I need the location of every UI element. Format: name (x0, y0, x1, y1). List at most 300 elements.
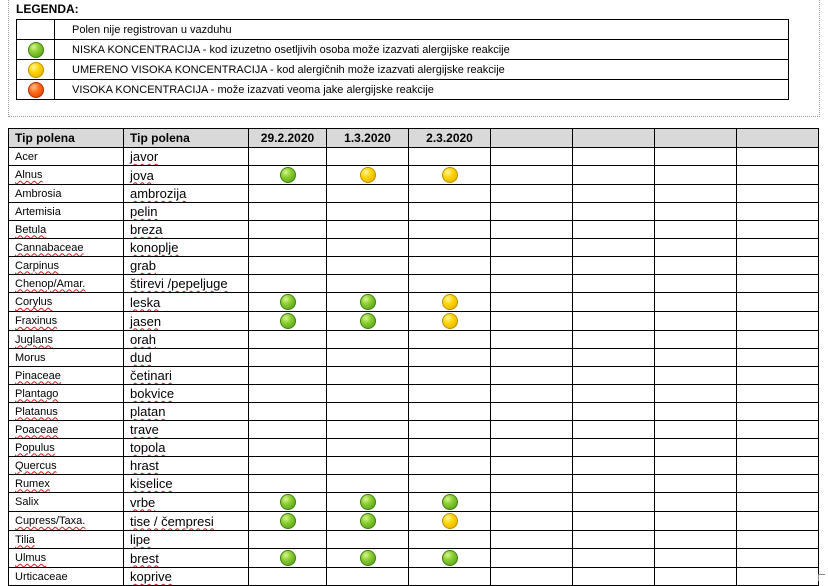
empty-cell (737, 275, 819, 293)
empty-cell (655, 312, 737, 331)
latin-name: Carpinus (15, 259, 60, 272)
table-row (9, 512, 819, 531)
empty-cell (491, 512, 573, 531)
concentration-cell (409, 531, 491, 549)
latin-name-cell (9, 512, 124, 531)
latin-name-cell (9, 293, 124, 312)
local-name: topola (130, 440, 166, 455)
local-name: tise / čempresi (130, 513, 214, 529)
local-name-cell (124, 221, 249, 239)
concentration-cell (409, 239, 491, 257)
local-name-cell (124, 385, 249, 403)
concentration-cell (327, 331, 409, 349)
empty-cell (737, 475, 819, 493)
concentration-cell (409, 349, 491, 367)
latin-name-cell (9, 239, 124, 257)
legend-icon-cell (17, 60, 55, 80)
concentration-cell (327, 531, 409, 549)
empty-cell (573, 293, 655, 312)
empty-cell (573, 549, 655, 568)
empty-cell (737, 385, 819, 403)
green-dot-icon (360, 513, 376, 529)
local-name: štirevi /pepeljuge (130, 276, 228, 291)
empty-cell (573, 239, 655, 257)
latin-name-cell (9, 221, 124, 239)
empty-cell (655, 185, 737, 203)
legend-icon-cell (17, 80, 55, 100)
concentration-cell (409, 331, 491, 349)
empty-cell (655, 203, 737, 221)
empty-cell (655, 531, 737, 549)
latin-name-cell (9, 312, 124, 331)
latin-name-cell (9, 439, 124, 457)
legend-row (17, 40, 789, 60)
concentration-cell (409, 166, 491, 185)
latin-name-cell (9, 421, 124, 439)
concentration-cell (249, 185, 327, 203)
green-dot-icon (360, 550, 376, 566)
local-name: trave (130, 422, 159, 437)
empty-cell (491, 349, 573, 367)
empty-cell (737, 439, 819, 457)
empty-cell (655, 239, 737, 257)
page-corner-mark (818, 574, 825, 581)
empty-cell (655, 367, 737, 385)
latin-name-cell (9, 367, 124, 385)
latin-name: Poaceae (15, 423, 59, 436)
local-name-cell (124, 439, 249, 457)
concentration-cell (249, 203, 327, 221)
red-dot-icon (28, 82, 44, 98)
empty-cell (655, 421, 737, 439)
concentration-cell (409, 512, 491, 531)
concentration-cell (327, 293, 409, 312)
local-name: konoplje (130, 240, 179, 255)
concentration-cell (409, 493, 491, 512)
local-name-cell (124, 185, 249, 203)
legend-row (17, 60, 789, 80)
legend-table (16, 19, 789, 100)
empty-cell (573, 312, 655, 331)
empty-cell (737, 257, 819, 275)
latin-name: Chenop/Amar. (15, 277, 86, 290)
local-name-cell (124, 275, 249, 293)
legend-text: VISOKA KONCENTRACIJA - može izazvati veoma jake alergijske reakcije (55, 80, 789, 100)
empty-cell (573, 512, 655, 531)
empty-cell (491, 221, 573, 239)
empty-cell (491, 531, 573, 549)
concentration-cell (409, 457, 491, 475)
table-row (9, 312, 819, 331)
concentration-cell (249, 493, 327, 512)
local-name: leska (130, 294, 161, 310)
yellow-dot-icon (442, 513, 458, 529)
empty-cell (491, 493, 573, 512)
table-row (9, 349, 819, 367)
table-row (9, 293, 819, 312)
column-header: 2.3.2020 (409, 129, 491, 148)
concentration-cell (409, 385, 491, 403)
empty-cell (573, 349, 655, 367)
empty-cell (655, 475, 737, 493)
empty-cell (655, 349, 737, 367)
empty-cell (655, 512, 737, 531)
empty-cell (655, 293, 737, 312)
concentration-cell (249, 512, 327, 531)
local-name-cell (124, 349, 249, 367)
table-row (9, 185, 819, 203)
concentration-cell (409, 403, 491, 421)
local-name: četinari (130, 368, 172, 383)
empty-cell (655, 166, 737, 185)
local-name: vrbe (130, 494, 156, 510)
local-name-cell (124, 421, 249, 439)
latin-name: Cannabaceae (15, 241, 84, 254)
empty-cell (491, 275, 573, 293)
local-name-cell (124, 331, 249, 349)
empty-cell (491, 331, 573, 349)
column-header: 1.3.2020 (327, 129, 409, 148)
legend-title: LEGENDA: (16, 2, 79, 16)
concentration-cell (327, 457, 409, 475)
local-name-cell (124, 475, 249, 493)
green-dot-icon (280, 494, 296, 510)
empty-cell (655, 493, 737, 512)
local-name: breza (130, 222, 163, 237)
local-name: kiselice (130, 476, 173, 491)
table-row (9, 568, 819, 586)
concentration-cell (409, 203, 491, 221)
concentration-cell (249, 367, 327, 385)
empty-cell (491, 293, 573, 312)
empty-cell (573, 568, 655, 586)
concentration-cell (249, 331, 327, 349)
latin-name-cell (9, 275, 124, 293)
latin-name: Platanus (15, 405, 58, 418)
concentration-cell (327, 367, 409, 385)
latin-name: Alnus (15, 169, 43, 181)
concentration-cell (327, 549, 409, 568)
empty-cell (655, 457, 737, 475)
latin-name: Quercus (15, 459, 57, 472)
table-row (9, 166, 819, 185)
empty-cell (737, 148, 819, 166)
empty-cell (491, 203, 573, 221)
empty-cell (573, 367, 655, 385)
green-dot-icon (280, 167, 296, 183)
latin-name-cell (9, 349, 124, 367)
latin-name-cell (9, 203, 124, 221)
empty-cell (573, 385, 655, 403)
empty-cell (655, 403, 737, 421)
concentration-cell (249, 257, 327, 275)
empty-cell (491, 257, 573, 275)
local-name-cell (124, 512, 249, 531)
latin-name: Morus (15, 351, 46, 364)
green-dot-icon (280, 313, 296, 329)
latin-name: Acer (15, 150, 38, 163)
concentration-cell (327, 349, 409, 367)
concentration-cell (249, 275, 327, 293)
latin-name-cell (9, 568, 124, 586)
latin-name-cell (9, 549, 124, 568)
concentration-cell (327, 512, 409, 531)
empty-cell (737, 493, 819, 512)
empty-cell (655, 439, 737, 457)
concentration-cell (327, 221, 409, 239)
empty-cell (737, 349, 819, 367)
yellow-dot-icon (442, 294, 458, 310)
empty-cell (573, 257, 655, 275)
concentration-cell (327, 239, 409, 257)
green-dot-icon (360, 494, 376, 510)
concentration-cell (409, 421, 491, 439)
table-row (9, 439, 819, 457)
empty-cell (573, 475, 655, 493)
latin-name: Ambrosia (15, 187, 62, 200)
local-name: koprive (130, 569, 172, 584)
concentration-cell (327, 475, 409, 493)
latin-name-cell (9, 331, 124, 349)
local-name-cell (124, 568, 249, 586)
empty-cell (655, 148, 737, 166)
concentration-cell (249, 239, 327, 257)
latin-name: Salix (15, 496, 39, 508)
table-row (9, 221, 819, 239)
empty-cell (573, 421, 655, 439)
empty-cell (737, 403, 819, 421)
latin-name: Cupress/Taxa. (15, 515, 86, 527)
concentration-cell (249, 549, 327, 568)
table-row (9, 367, 819, 385)
concentration-cell (249, 148, 327, 166)
latin-name-cell (9, 403, 124, 421)
empty-cell (491, 568, 573, 586)
concentration-cell (249, 439, 327, 457)
green-dot-icon (360, 313, 376, 329)
concentration-cell (249, 403, 327, 421)
latin-name: Juglans (15, 333, 53, 346)
concentration-cell (249, 475, 327, 493)
concentration-cell (409, 367, 491, 385)
concentration-cell (409, 293, 491, 312)
concentration-cell (409, 568, 491, 586)
legend-text: Polen nije registrovan u vazduhu (55, 20, 789, 40)
yellow-dot-icon (442, 313, 458, 329)
empty-cell (737, 221, 819, 239)
yellow-dot-icon (360, 167, 376, 183)
column-header: Tip polena (9, 129, 124, 148)
latin-name-cell (9, 385, 124, 403)
empty-cell (655, 257, 737, 275)
local-name-cell (124, 257, 249, 275)
concentration-cell (327, 257, 409, 275)
local-name: orah (130, 332, 157, 347)
green-dot-icon (280, 294, 296, 310)
empty-cell (491, 457, 573, 475)
table-row (9, 421, 819, 439)
local-name-cell (124, 457, 249, 475)
empty-cell (737, 367, 819, 385)
concentration-cell (249, 457, 327, 475)
concentration-cell (327, 275, 409, 293)
local-name: hrast (130, 458, 159, 473)
empty-cell (737, 531, 819, 549)
empty-cell (737, 312, 819, 331)
concentration-cell (249, 166, 327, 185)
local-name: ambrozija (130, 186, 187, 201)
empty-cell (573, 457, 655, 475)
empty-cell (737, 166, 819, 185)
column-header: 29.2.2020 (249, 129, 327, 148)
local-name: javor (130, 149, 159, 164)
empty-cell (737, 185, 819, 203)
table-row (9, 475, 819, 493)
green-dot-icon (442, 494, 458, 510)
local-name-cell (124, 403, 249, 421)
table-header-row (9, 129, 819, 148)
latin-name: Ulmus (15, 552, 47, 564)
empty-cell (573, 493, 655, 512)
concentration-cell (249, 531, 327, 549)
empty-cell (573, 439, 655, 457)
yellow-dot-icon (28, 62, 44, 78)
legend-icon-cell (17, 40, 55, 60)
latin-name-cell (9, 257, 124, 275)
empty-cell (491, 385, 573, 403)
concentration-cell (327, 439, 409, 457)
latin-name-cell (9, 185, 124, 203)
concentration-cell (327, 312, 409, 331)
latin-name-cell (9, 493, 124, 512)
table-row (9, 331, 819, 349)
legend-icon-cell (17, 20, 55, 40)
empty-cell (737, 549, 819, 568)
local-name: lipe (130, 532, 151, 547)
latin-name: Corylus (15, 296, 53, 308)
empty-cell (573, 331, 655, 349)
green-dot-icon (280, 550, 296, 566)
concentration-cell (327, 421, 409, 439)
pollen-table (8, 128, 819, 586)
concentration-cell (409, 148, 491, 166)
concentration-cell (327, 493, 409, 512)
local-name: grab (130, 258, 157, 273)
local-name: dud (130, 350, 152, 365)
local-name-cell (124, 239, 249, 257)
concentration-cell (249, 385, 327, 403)
table-row (9, 403, 819, 421)
concentration-cell (409, 275, 491, 293)
empty-cell (737, 203, 819, 221)
empty-cell (655, 331, 737, 349)
green-dot-icon (280, 513, 296, 529)
local-name: pelin (130, 204, 158, 219)
empty-cell (573, 275, 655, 293)
latin-name-cell (9, 457, 124, 475)
concentration-cell (249, 421, 327, 439)
legend-row (17, 80, 789, 100)
empty-cell (491, 421, 573, 439)
local-name: jova (130, 167, 154, 183)
latin-name-cell (9, 148, 124, 166)
table-row (9, 275, 819, 293)
empty-cell (573, 203, 655, 221)
local-name-cell (124, 367, 249, 385)
empty-cell (737, 293, 819, 312)
concentration-cell (409, 185, 491, 203)
empty-cell (491, 239, 573, 257)
latin-name: Pinaceae (15, 369, 61, 382)
table-row (9, 549, 819, 568)
empty-cell (655, 221, 737, 239)
green-dot-icon (28, 42, 44, 58)
green-dot-icon (360, 294, 376, 310)
concentration-cell (409, 475, 491, 493)
column-header (491, 129, 573, 148)
empty-cell (737, 331, 819, 349)
latin-name: Urticaceae (15, 570, 68, 583)
empty-cell (737, 457, 819, 475)
latin-name: Populus (15, 441, 55, 454)
concentration-cell (327, 148, 409, 166)
empty-cell (573, 148, 655, 166)
concentration-cell (409, 549, 491, 568)
concentration-cell (409, 312, 491, 331)
local-name: bokvice (130, 386, 175, 401)
latin-name-cell (9, 475, 124, 493)
empty-cell (491, 166, 573, 185)
local-name-cell (124, 166, 249, 185)
concentration-cell (409, 257, 491, 275)
concentration-cell (327, 185, 409, 203)
legend-row (17, 20, 789, 40)
local-name-cell (124, 148, 249, 166)
empty-cell (737, 421, 819, 439)
concentration-cell (249, 312, 327, 331)
empty-cell (573, 221, 655, 239)
empty-cell (655, 385, 737, 403)
latin-name: Tilia (15, 533, 35, 546)
empty-cell (573, 403, 655, 421)
concentration-cell (249, 221, 327, 239)
concentration-cell (409, 439, 491, 457)
concentration-cell (327, 203, 409, 221)
concentration-cell (327, 568, 409, 586)
legend-text: UMERENO VISOKA KONCENTRACIJA - kod alergičnih može izazvati alergijske reakcije (55, 60, 789, 80)
empty-cell (491, 403, 573, 421)
table-row (9, 493, 819, 512)
table-row (9, 239, 819, 257)
empty-cell (491, 312, 573, 331)
empty-cell (655, 568, 737, 586)
column-header (655, 129, 737, 148)
table-row (9, 257, 819, 275)
latin-name: Fraxinus (15, 315, 58, 327)
latin-name: Plantago (15, 387, 59, 400)
empty-cell (737, 239, 819, 257)
concentration-cell (249, 293, 327, 312)
empty-cell (737, 512, 819, 531)
legend-text: NISKA KONCENTRACIJA - kod izuzetno osetljivih osoba može izazvati alergijske reakcije (55, 40, 789, 60)
empty-cell (655, 275, 737, 293)
yellow-dot-icon (442, 167, 458, 183)
column-header (573, 129, 655, 148)
concentration-cell (249, 349, 327, 367)
green-dot-icon (442, 550, 458, 566)
concentration-cell (249, 568, 327, 586)
local-name: brest (130, 550, 159, 566)
